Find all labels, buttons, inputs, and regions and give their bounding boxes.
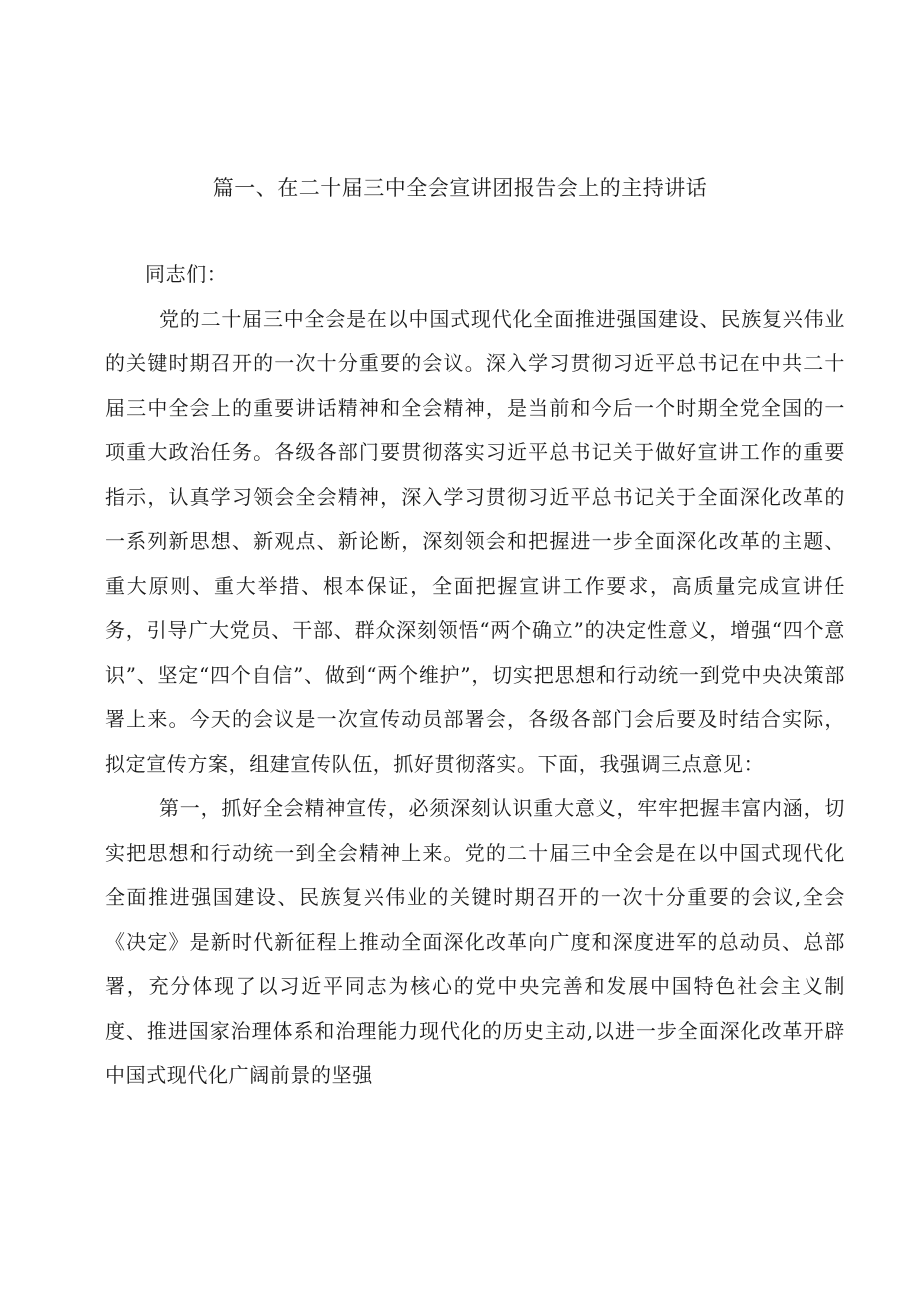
salutation: 同志们：: [145, 262, 228, 286]
document-title: 篇一、在二十届三中全会宣讲团报告会上的主持讲话: [212, 176, 708, 200]
document-body: [105, 252, 845, 1098]
paragraph-first-point: 第一，抓好全会精神宣传，必须深刻认识重大意义，牢牢把握丰富内涵，切实把思想和行动统一到全会精神上来。党的二十届三中全会是在以中国式现代化全面推进强国建设、民族复兴伟业的关键时期召开的一次十分重要的会议,全会《决定》是新时代新征程上推动全面深化改革向广度和深度进军的总动员、总部署，充分体现了以习近平同志为核心的党中央完善和发展中国特色社会主义制度、推进国家治理体系和治理能力现代化的历史主动,以进一步全面深化改革开辟中国式现代化广阔前景的坚强: [105, 796, 845, 1087]
paragraph-intro: 党的二十届三中全会是在以中国式现代化全面推进强国建设、民族复兴伟业的关键时期召开的一次十分重要的会议。深入学习贯彻习近平总书记在中共二十届三中全会上的重要讲话精神和全会精神，是当前和今后一个时期全党全国的一项重大政治任务。各级各部门要贯彻落实习近平总书记关于做好宣讲工作的重要指示，认真学习领会全会精神，深入学习贯彻习近平总书记关于全面深化改革的一系列新思想、新观点、新论断，深刻领会和把握进一步全面深化改革的主题、重大原则、重大举措、根本保证，全面把握宣讲工作要求，高质量完成宣讲任务，引导广大党员、干部、群众深刻领悟“两个确立”的决定性意义，增强“四个意识”、坚定“四个自信”、做到“两个维护”，切实把思想和行动统一到党中央决策部署上来。今天的会议是一次宣传动员部署会，各级各部门会后要及时结合实际，拟定宣传方案，组建宣传队伍，抓好贯彻落实。下面，我强调三点意见：: [105, 306, 845, 776]
